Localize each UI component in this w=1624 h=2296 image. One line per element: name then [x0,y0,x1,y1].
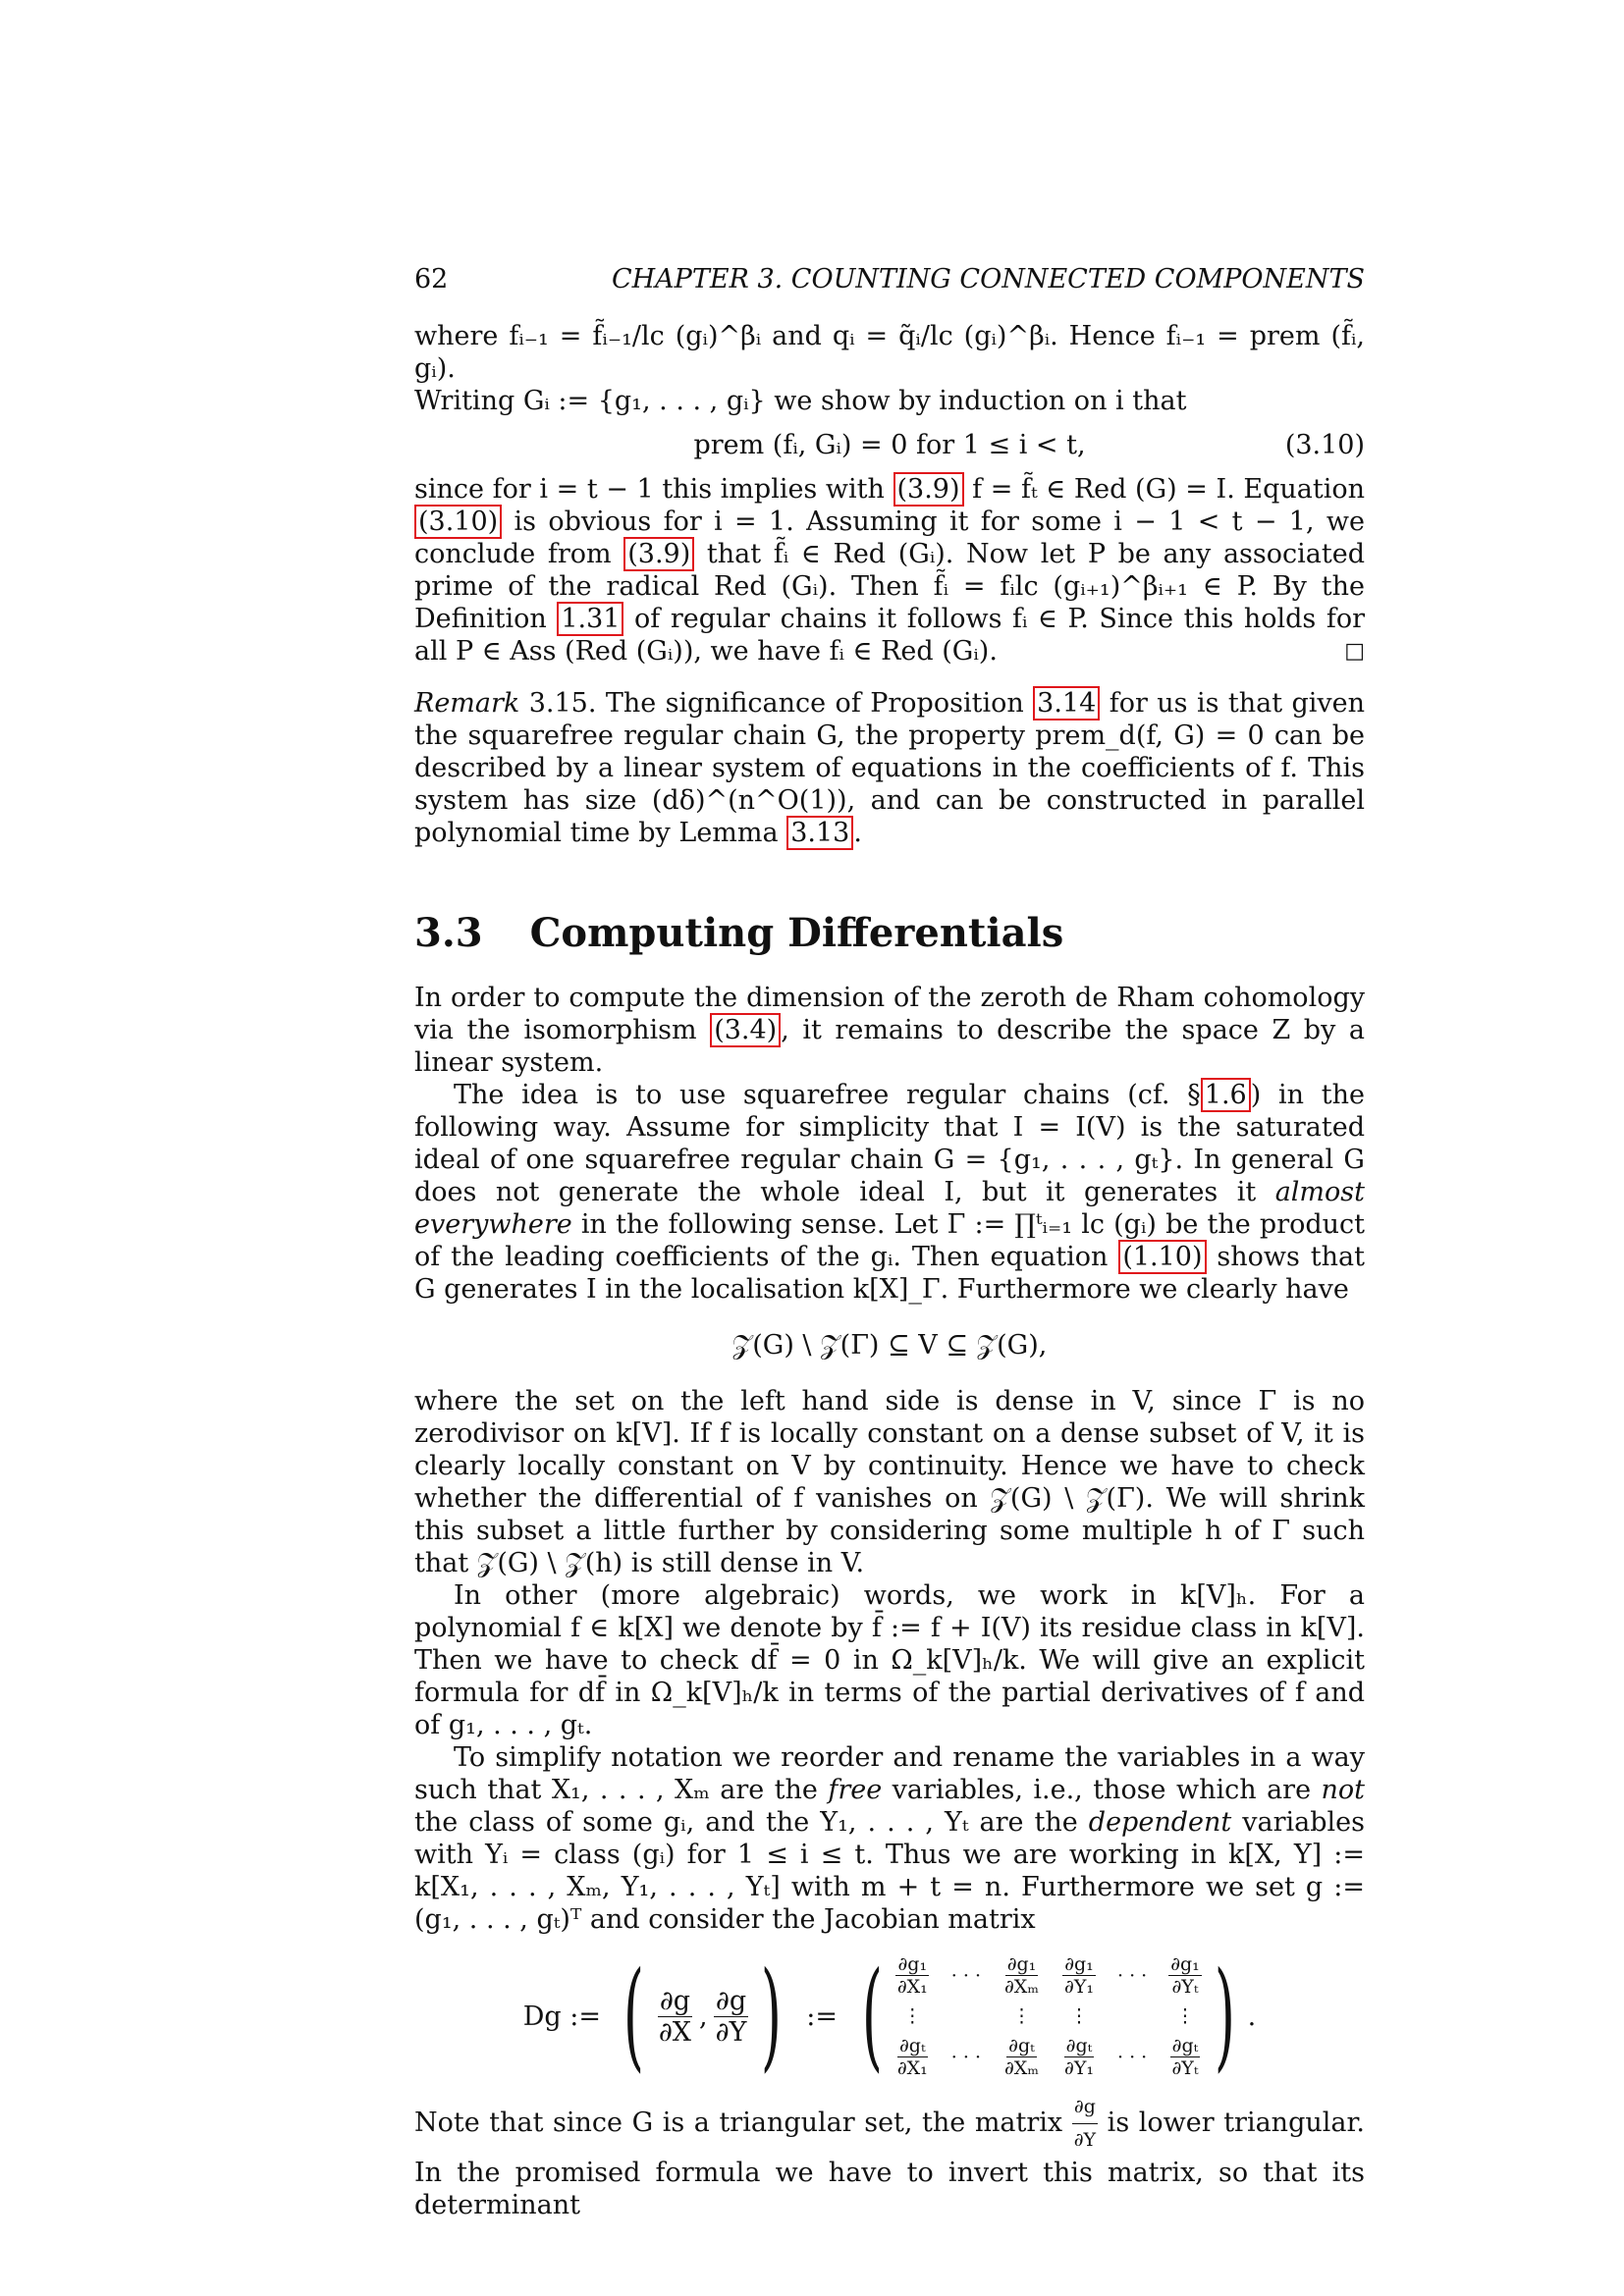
equation-number: (3.10) [1284,430,1365,460]
display-equation-inclusion: 𝒵(G) \ 𝒵(Γ) ⊆ V ⊆ 𝒵(G), [731,1330,1048,1361]
para5: where the set on the left hand side is dense in V, since Γ is no zerodivisor on k[V]. If f is locally constant on a dense subset of V, it is clearly locally constant on V by continuity. Hence we have to check whether the differential of f vanishes on 𝒵(G) \ 𝒵(Γ). We will shrink this subset a little further by considering some multiple h of Γ such that 𝒵(G) \ 𝒵(h) is still dense in V. [414,1386,1365,1578]
emphasis: almost everywhere [414,1177,1365,1240]
text: is lower triangular. In the promised formula we have to invert this matrix, so that its determinant [414,2108,1366,2220]
ref-link-1-10[interactable]: (1.10) [1118,1240,1206,1274]
text: To simplify notation we reorder and rename the variables in a way such that X₁, . . . , Xₘ are the [414,1742,1365,1805]
text: The idea is to use squarefree regular chains (cf. § [454,1080,1201,1110]
matrix-entry: $\frac{\text{∂g₁}}{\text{∂X₁}}$ [896,1953,928,1998]
text: the class of some gᵢ, and the Y₁, . . . , Yₜ are the [414,1807,1089,1838]
remark-label: Remark [414,688,520,719]
period: . [1247,2001,1257,2032]
para6: In other (more algebraic) words, we work in k[V]ₕ. For a polynomial f ∈ k[X] we denote by f̄ := f + I(V) its residue class in k[V]. Then we have to check df̄ = 0 in Ω_k[V]ₕ/k. We will give an explicit formula for df̄ in Ω_k[V]ₕ/k in terms of the partial derivatives of f and of g₁, . . . , gₜ. [414,1580,1365,1740]
ref-link-1-31[interactable]: 1.31 [557,602,623,636]
inline-fraction: $\frac{\partial g}{\partial Y}$ [1072,2091,1098,2157]
emphasis: free [828,1775,883,1805]
comma: , [699,2001,708,2032]
text: variables, i.e., those which are [882,1775,1322,1805]
matrix-right-paren: ) [1214,1948,1235,2084]
text: ) in the following way. Assume for simplicity that I = I(V) is the saturated ideal of one squarefree regular chain G = {g₁, . . . , gₜ}. In general G does not generate the whole ideal I, but it generates it [414,1080,1365,1207]
matrix-entry: $\frac{\text{∂gₜ}}{\text{∂Xₘ}}$ [1003,2035,1039,2079]
matrix-entry: $\frac{\text{∂gₜ}}{\text{∂Y₁}}$ [1064,2035,1094,2079]
ref-link-3-14[interactable]: 3.14 [1033,686,1100,721]
matrix-dots: · · · [1116,1964,1148,1987]
matrix-vdots: ⋮ [1069,2005,1089,2027]
text: of regular chains it follows fᵢ ∈ P. Since this holds for all P ∈ Ass (Red (Gᵢ)), we have fᵢ ∈ Red (Gᵢ). [414,604,1365,667]
text: for us is that given the squarefree regular chain G, the property prem_d(f, G) = 0 can be described by a linear system of equations in the coefficients of f. This system has size (dδ)^(n^O(1)), and can be constructed in parallel polynomial time by Lemma [414,688,1366,848]
paragraph-1 [414,320,1365,417]
equation-formula: prem (fᵢ, Gᵢ) = 0 for 1 ≤ i < t, [693,430,1086,460]
text: that f̃ᵢ ∈ Red (Gᵢ). Now let P be any associated prime of the radical Red (Gᵢ). Then f̃ᵢ = fᵢlc (gᵢ₊₁)^βᵢ₊₁ ∈ P. By the Definition [414,539,1365,634]
text: In order to compute the dimension of the zeroth de Rham cohomology via the isomorphism [414,983,1365,1045]
page [414,263,1365,2221]
section-title: Computing Differentials [529,910,1064,956]
ref-link-1-6[interactable]: 1.6 [1201,1078,1251,1112]
page-number: 62 [414,264,449,294]
matrix-left-paren: ( [861,1948,883,2084]
remark-3-15 [414,687,1365,849]
equation-3-10 [414,429,1365,461]
text: . [853,818,862,848]
matrix-body [895,1953,1202,2079]
paragraph-3 [414,982,1365,1306]
text: Note that since G is a triangular set, the matrix [414,2108,1072,2138]
paragraph-5 [414,1385,1365,1936]
jacobian-matrix-equation [414,1948,1365,2084]
fraction-dg-dx: $\frac{\partial g}{\partial X}$ [658,1985,692,2048]
text: since for i = t − 1 this implies with [414,474,893,505]
matrix-entry: $\frac{\text{∂gₜ}}{\text{∂X₁}}$ [896,2035,928,2079]
ref-link-3-10[interactable]: (3.10) [414,505,502,539]
jacobian-lhs: Dg := [522,2001,602,2032]
section-number: 3.3 [414,910,483,956]
text: , it remains to describe the space Z by a linear system. [414,1015,1365,1078]
matrix-dots: · · · [950,1964,981,1987]
paragraph-2 [414,473,1365,667]
matrix-dots: · · · [950,2046,981,2068]
qed-symbol: □ [1344,639,1365,664]
para1-line2: Writing Gᵢ := {g₁, . . . , gᵢ} we show by induction on i that [414,386,1187,416]
ref-link-3-4[interactable]: (3.4) [710,1013,781,1047]
matrix-entry: $\frac{\text{∂g₁}}{\text{∂Yₜ}}$ [1170,1953,1200,1998]
ref-link-3-9b[interactable]: (3.9) [623,537,694,571]
emphasis: not [1321,1775,1365,1805]
section-heading [414,910,1365,956]
matrix-vdots: ⋮ [1011,2005,1031,2027]
matrix-vdots: ⋮ [902,2005,922,2027]
right-paren: ) [761,1948,783,2084]
matrix-dots: · · · [1116,2046,1148,2068]
text: shows that G generates I in the localisation k[X]_Γ. Furthermore we clearly have [414,1242,1365,1305]
text: f = f̃ₜ ∈ Red (G) = I. Equation [963,474,1365,505]
text: variables with Yᵢ = class (gᵢ) for 1 ≤ i ≤ t. Thus we are working in k[X, Y] := k[X₁, . . . , Xₘ, Y₁, . . . , Yₜ] with m + t = n. Furthermore we set g := (g₁, . . . , gₜ)ᵀ and consider the Jacobian matrix [414,1807,1365,1935]
matrix-vdots: ⋮ [1175,2005,1195,2027]
page-header [414,263,1365,296]
running-head: CHAPTER 3. COUNTING CONNECTED COMPONENTS [611,264,1365,294]
emphasis: dependent [1088,1807,1232,1838]
ref-link-3-9[interactable]: (3.9) [893,472,964,507]
text: is obvious for i = 1. Assuming it for some i − 1 < t − 1, we conclude from [414,507,1365,569]
text: 3.15. The significance of Proposition [519,688,1034,719]
left-paren: ( [623,1948,644,2084]
text: in the following sense. Let Γ := ∏ᵗᵢ₌₁ lc (gᵢ) be the product of the leading coefficients of the gᵢ. Then equation [414,1209,1365,1272]
assign-symbol: := [806,2001,838,2032]
para1-line1: where fᵢ₋₁ = f̃ᵢ₋₁/lc (gᵢ)^βᵢ and qᵢ = q̃ᵢ/lc (gᵢ)^βᵢ. Hence fᵢ₋₁ = prem (f̃ᵢ, gᵢ). [414,321,1365,384]
matrix-entry: $\frac{\text{∂gₜ}}{\text{∂Yₜ}}$ [1171,2035,1199,2079]
matrix-entry: $\frac{\text{∂g₁}}{\text{∂Y₁}}$ [1064,1953,1094,1998]
matrix-entry: $\frac{\text{∂g₁}}{\text{∂Xₘ}}$ [1003,1953,1039,1998]
fraction-dg-dy: $\frac{\partial g}{\partial Y}$ [715,1985,747,2048]
paragraph-8 [414,2091,1365,2221]
ref-link-3-13[interactable]: 3.13 [786,816,853,850]
